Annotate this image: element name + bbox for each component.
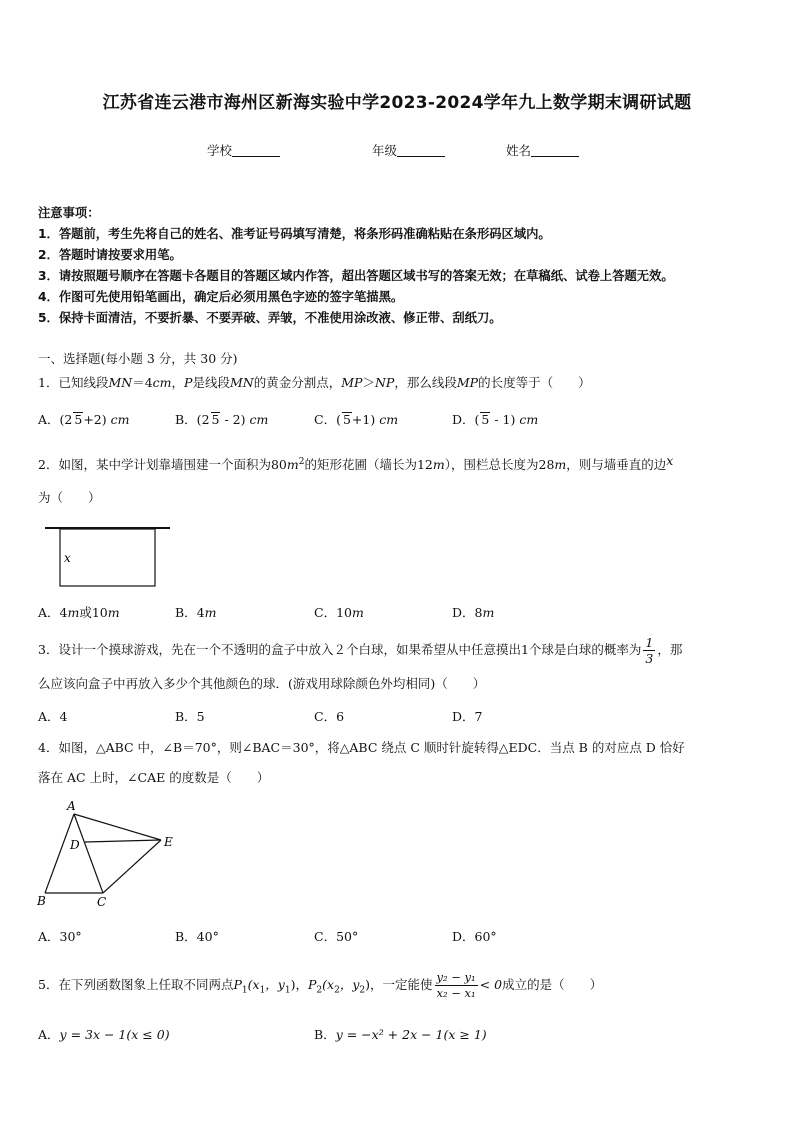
- frac-den: 3: [645, 651, 654, 666]
- q3-fraction: [643, 635, 655, 666]
- unit: m: [482, 605, 495, 620]
- school-field: [207, 141, 280, 159]
- unit: cm: [519, 412, 539, 427]
- q3-option-d: D．7: [452, 709, 483, 724]
- q1-cm: cm: [152, 375, 172, 390]
- sqrt-radicand: 5: [211, 412, 220, 427]
- q5-coord: (x: [247, 977, 260, 992]
- q5-expr-b: y = −x² + 2x − 1(x ≥ 1): [335, 1027, 487, 1042]
- q1-np: NP: [374, 375, 395, 390]
- q1-option-b: [175, 410, 268, 428]
- q2-text: 2．如图，某中学计划靠墙围建一个面积为80: [38, 457, 287, 473]
- school-blank: [232, 144, 280, 157]
- school-label: 学校: [207, 143, 233, 158]
- note-item: 5．保持卡面清洁，不要折暴、不要弄破、弄皱，不准使用涂改液、修正带、刮纸刀。: [38, 311, 502, 325]
- segment-ce: [103, 840, 161, 893]
- q4-option-d: D．60°: [452, 929, 497, 944]
- q5-option-a: [38, 1025, 170, 1043]
- opt-text: - 2): [220, 412, 246, 427]
- q2-option-c: [314, 603, 364, 621]
- sub: 1: [241, 985, 248, 996]
- q5-expr-a: y = 3x − 1(x ≤ 0): [59, 1027, 170, 1042]
- sqrt-radicand: 5: [342, 412, 351, 427]
- opt-text: +1): [351, 412, 376, 427]
- unit: cm: [249, 412, 269, 427]
- q1-mp: MP: [341, 375, 363, 390]
- q1-eq: ＝4: [132, 375, 153, 390]
- q4-option-c: C．50°: [314, 929, 359, 944]
- sub: 1: [284, 985, 291, 996]
- q5-text: )，: [290, 977, 308, 992]
- q5-text: )，一定能使: [365, 977, 433, 992]
- q1-mn: MN: [108, 375, 133, 390]
- frac-num: 1: [645, 635, 654, 650]
- q2-text: ，则与墙垂直的边: [566, 457, 667, 473]
- unit: m: [107, 605, 120, 620]
- q5-option-b: [314, 1025, 487, 1043]
- segment-ac: [74, 814, 103, 893]
- q5-lt: < 0: [479, 977, 503, 992]
- q1-option-d: [452, 410, 538, 428]
- unit: cm: [379, 412, 399, 427]
- notes-heading: 注意事项：: [38, 206, 100, 220]
- question-4-line2: 落在 AC 上时，∠CAE 的度数是（ ）: [38, 770, 270, 785]
- q5-text: 成立的是（ ）: [502, 977, 603, 992]
- garden-rect: [60, 529, 155, 586]
- opt-text: A．4: [38, 605, 68, 620]
- label-c: C: [97, 895, 107, 909]
- sub: 2: [334, 985, 340, 996]
- segment-ae: [74, 814, 161, 840]
- q1-text: ，: [171, 375, 185, 390]
- q5-p1: P: [233, 977, 242, 992]
- segment-ab: [45, 814, 74, 893]
- section-heading: 一、选择题(每小题 3 分，共 30 分): [38, 351, 238, 366]
- q1-p: P: [184, 375, 193, 390]
- q2-option-a: [38, 603, 120, 621]
- q2-text: 的矩形花圃（墙长为12: [304, 457, 433, 473]
- opt-text: B．(2: [175, 412, 210, 427]
- grade-field: [372, 141, 445, 159]
- sub: 1: [259, 985, 266, 996]
- question-3-line2: 么应该向盒子中再放入多少个其他颜色的球．(游戏用球除颜色外均相同)（ ）: [38, 676, 486, 691]
- name-label: 姓名: [506, 143, 532, 158]
- question-5: [38, 970, 758, 1001]
- q1-gt: ＞: [362, 375, 375, 390]
- q2-option-d: [452, 603, 494, 621]
- sqrt-radicand: 5: [74, 412, 83, 427]
- opt-text: - 1): [490, 412, 516, 427]
- q1-text: 1．已知线段: [38, 375, 109, 390]
- opt-text: A．(2: [38, 412, 73, 427]
- unit: cm: [110, 412, 130, 427]
- name-blank: [531, 144, 579, 157]
- name-field: [506, 141, 579, 159]
- q3-text: ，那: [657, 642, 683, 657]
- q1-text: ，那么线段: [394, 375, 457, 390]
- q1-option-a: [38, 410, 129, 428]
- question-2: [38, 452, 758, 475]
- question-1: [38, 373, 758, 393]
- q1-text: 是线段: [192, 375, 230, 390]
- q5-fraction: [435, 970, 478, 1001]
- q3-text: 3．设计一个摸球游戏，先在一个不透明的盒子中放入２个白球，如果希望从中任意摸出1个球是白球的概率为: [38, 642, 642, 657]
- label-e: E: [164, 835, 173, 849]
- opt-text: C．(: [314, 412, 341, 427]
- opt-text: 或10: [79, 605, 108, 620]
- opt-text: A．: [38, 1027, 60, 1042]
- q2-option-b: [175, 603, 217, 621]
- segment-de: [85, 840, 161, 842]
- opt-text: D．(: [452, 412, 480, 427]
- opt-text: D．8: [452, 605, 483, 620]
- grade-blank: [397, 144, 445, 157]
- opt-text: B．: [314, 1027, 336, 1042]
- label-d: D: [70, 838, 80, 852]
- sub: 2: [316, 985, 323, 996]
- q1-text: 的黄金分割点，: [253, 375, 342, 390]
- q2-unit: m: [554, 457, 567, 473]
- q1-option-c: [314, 410, 398, 428]
- q3-option-a: A．4: [38, 709, 68, 724]
- notes: [38, 203, 674, 329]
- question-2-line2: 为（ ）: [38, 490, 101, 505]
- q5-coord: ，y: [265, 977, 285, 992]
- q4-option-a: A．30°: [38, 929, 82, 944]
- q1-mn: MN: [229, 375, 254, 390]
- q1-text: 的长度等于（ ）: [478, 375, 591, 390]
- question-3: [38, 635, 758, 666]
- q4-option-b: B．40°: [175, 929, 219, 944]
- exam-title: 江苏省连云港市海州区新海实验中学2023-2024学年九上数学期末调研试题: [102, 93, 692, 113]
- grade-label: 年级: [372, 143, 398, 158]
- q2-unit: m: [432, 457, 445, 473]
- label-a: A: [67, 799, 76, 813]
- q2-sup: 2: [298, 457, 305, 467]
- frac-num: y₂ − y₁: [436, 970, 476, 984]
- opt-text: B．4: [175, 605, 205, 620]
- q3-option-b: B．5: [175, 709, 205, 724]
- q2-figure: [40, 520, 180, 592]
- unit: m: [351, 605, 364, 620]
- q2-x: x: [666, 453, 674, 469]
- q2-text: ），围栏总长度为28: [444, 457, 555, 473]
- note-item: 1．答题前，考生先将自己的姓名、准考证号码填写清楚，将条形码准确粘贴在条形码区域内。: [38, 227, 551, 241]
- frac-den: x₂ − x₁: [436, 986, 476, 1000]
- note-item: 4．作图可先使用铅笔画出，确定后必须用黑色字迹的签字笔描黑。: [38, 290, 404, 304]
- q3-option-c: C．6: [314, 709, 345, 724]
- opt-text: +2): [83, 412, 107, 427]
- q2-unit: m: [286, 457, 299, 473]
- label-b: B: [37, 894, 46, 908]
- note-item: 2．答题时请按要求用笔。: [38, 248, 182, 262]
- q5-p2: P: [307, 977, 317, 992]
- unit: m: [204, 605, 217, 620]
- opt-text: C．10: [314, 605, 352, 620]
- q4-figure: [35, 798, 185, 913]
- q5-coord: ，y: [339, 977, 360, 992]
- fig-x-label: x: [64, 551, 71, 565]
- unit: m: [67, 605, 80, 620]
- sub: 2: [359, 985, 366, 996]
- q1-mp: MP: [456, 375, 479, 390]
- q5-coord: (x: [322, 977, 335, 992]
- note-item: 3．请按照题号顺序在答题卡各题目的答题区域内作答，超出答题区域书写的答案无效；在草稿纸、试卷上答题无效。: [38, 269, 674, 283]
- sqrt-radicand: 5: [481, 412, 490, 427]
- q5-text: 5．在下列函数图象上任取不同两点: [38, 977, 234, 992]
- question-4: 4．如图，△ABC 中，∠B＝70°，则∠BAC＝30°，将△ABC 绕点 C 顺时针旋转得△EDC．当点 B 的对应点 D 恰好: [38, 740, 685, 755]
